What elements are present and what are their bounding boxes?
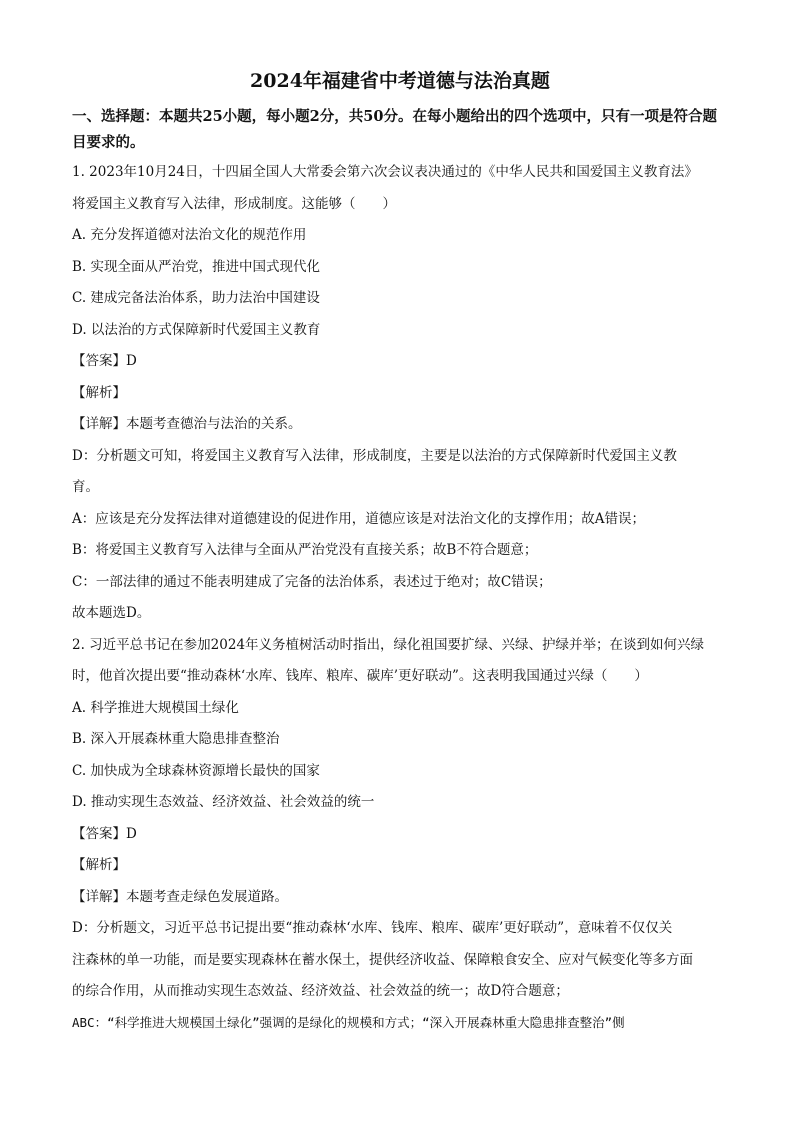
option-d: D. 以法治的方式保障新时代爱国主义教育 — [72, 321, 321, 338]
explanation-line: D：分析题文可知，将爱国主义教育写入法律，形成制度，主要是以法治的方式保障新时代爱国主义教 — [72, 447, 677, 464]
question-1 — [72, 162, 728, 623]
question-stem: 将爱国主义教育写入法律，形成制度。这能够（ ） — [72, 195, 396, 212]
document-page — [72, 68, 728, 1044]
explanation-line: 的综合作用，从而推动实现生态效益、经济效益、社会效益的统一；故D符合题意； — [72, 983, 569, 999]
explanation-line: 育。 — [72, 479, 99, 495]
explanation-line: ABC：“科学推进大规模国土绿化”强调的是绿化的规模和方式；“深入开展森林重大隐患排查整治”侧 — [72, 1014, 625, 1030]
explanation-line: 故本题选D。 — [72, 605, 151, 621]
option-a: A. 充分发挥道德对法治文化的规范作用 — [72, 227, 307, 243]
analysis-label: 【解析】 — [72, 857, 126, 873]
question-stem: 1. 2023年10月24日，十四届全国人大常委会第六次会议表决通过的《中华人民共和国爱国主义教育法》 — [72, 164, 698, 180]
analysis-label: 【解析】 — [72, 384, 126, 401]
option-c: C. 加快成为全球森林资源增长最快的国家 — [72, 762, 320, 779]
explanation-line: B：将爱国主义教育写入法律与全面从严治党没有直接关系；故B不符合题意； — [72, 542, 538, 558]
explanation-line: C：一部法律的通过不能表明建成了完备的法治体系，表述过于绝对；故C错误； — [72, 573, 552, 590]
explanation-line: 注森林的单一功能，而是要实现森林在蓄水保土，提供经济收益、保障粮食安全、应对气候变化等多方面 — [72, 951, 693, 968]
section-heading: 一、选择题：本题共25小题，每小题2分，共50分。在每小题给出的四个选项中，只有一项是符合题目要求的。 — [72, 108, 717, 151]
question-2 — [72, 635, 728, 1033]
explanation-line: A：应该是充分发挥法律对道德建设的促进作用，道德应该是对法治文化的支撑作用；故A错误； — [72, 510, 645, 527]
option-b: B. 深入开展森林重大隐患排查整治 — [72, 731, 280, 747]
answer-label: 【答案】D — [72, 353, 137, 369]
option-c: C. 建成完备法治体系，助力法治中国建设 — [72, 290, 320, 306]
explanation-line: D：分析题文，习近平总书记提出要“推动森林‘水库、钱库、粮库、碳库’更好联动”，意味着不仅仅关 — [72, 920, 673, 936]
question-stem: 2. 习近平总书记在参加2024年义务植树活动时指出，绿化祖国要扩绿、兴绿、护绿并举；在谈到如何兴绿 — [72, 636, 705, 653]
option-a: A. 科学推进大规模国土绿化 — [72, 699, 239, 716]
question-stem: 时，他首次提出要“推动森林‘水库、钱库、粮库、碳库’更好联动”。这表明我国通过兴绿（ ） — [72, 668, 648, 684]
detail-text: 【详解】本题考查走绿色发展道路。 — [72, 888, 288, 905]
answer-label: 【答案】D — [72, 825, 137, 842]
detail-text: 【详解】本题考查德治与法治的关系。 — [72, 416, 302, 432]
option-d: D. 推动实现生态效益、经济效益、社会效益的统一 — [72, 794, 375, 810]
page-title: 2024年福建省中考道德与法治真题 — [250, 70, 550, 92]
option-b: B. 实现全面从严治党，推进中国式现代化 — [72, 258, 321, 275]
